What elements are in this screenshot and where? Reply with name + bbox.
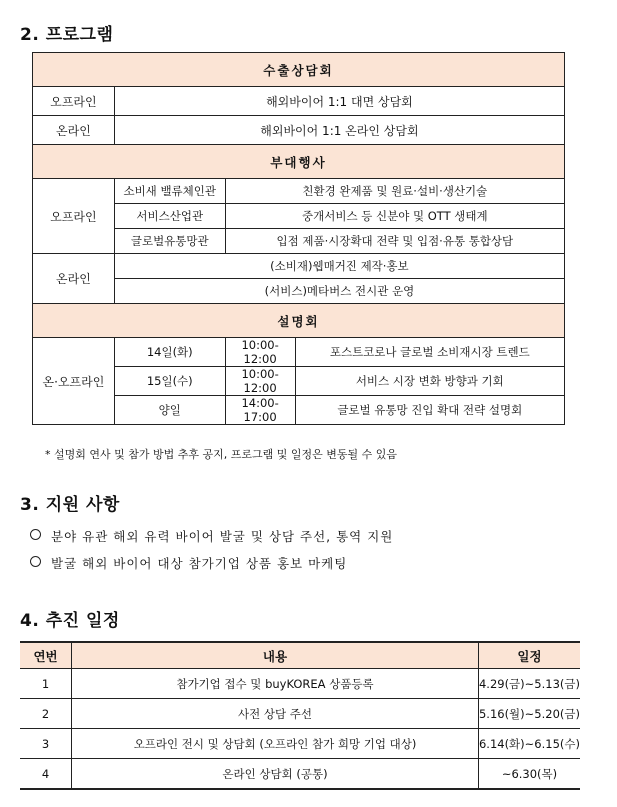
briefing-date: 14일(화) — [114, 338, 225, 367]
schedule-content: 사전 상담 주선 — [72, 699, 479, 729]
section-2-title: 2. 프로그램 — [20, 25, 114, 45]
schedule-header-no: 연번 — [20, 642, 72, 669]
circle-bullet-icon — [30, 556, 41, 567]
table-row — [20, 729, 580, 759]
briefing-content: 포스트코로나 글로벌 소비재시장 트렌드 — [295, 338, 564, 367]
schedule-date: 4.29(금)~5.13(금) — [478, 669, 580, 699]
export-row-type: 오프라인 — [33, 87, 115, 116]
briefing-date: 양일 — [114, 396, 225, 425]
schedule-content: 온라인 상담회 (공통) — [72, 759, 479, 790]
schedule-no: 1 — [20, 669, 72, 699]
export-row-content: 해외바이어 1:1 대면 상담회 — [114, 87, 564, 116]
briefing-label: 온·오프라인 — [33, 338, 115, 425]
pavilion-name: 글로벌유통망관 — [114, 229, 225, 254]
export-row-content: 해외바이어 1:1 온라인 상담회 — [114, 116, 564, 145]
export-consultation-header: 수출상담회 — [33, 53, 565, 87]
program-table — [32, 52, 565, 425]
briefing-time: 10:00-12:00 — [225, 338, 295, 367]
schedule-content: 오프라인 전시 및 상담회 (오프라인 참가 희망 기업 대상) — [72, 729, 479, 759]
schedule-content: 참가기업 접수 및 buyKOREA 상품등록 — [72, 669, 479, 699]
pavilion-name: 소비새 밸류체인관 — [114, 179, 225, 204]
briefing-time: 14:00-17:00 — [225, 396, 295, 425]
briefing-header: 설명회 — [33, 304, 565, 338]
schedule-date: ~6.30(목) — [478, 759, 580, 790]
schedule-no: 3 — [20, 729, 72, 759]
schedule-header-content: 내용 — [72, 642, 479, 669]
schedule-date: 5.16(월)~5.20(금) — [478, 699, 580, 729]
support-item-text: 분야 유관 해외 유력 바이어 발굴 및 상담 주선, 통역 지원 — [51, 529, 394, 544]
pavilion-content: 중개서비스 등 신분야 및 OTT 생태계 — [225, 204, 564, 229]
side-offline-label: 오프라인 — [33, 179, 115, 254]
support-item — [30, 554, 347, 572]
pavilion-name: 서비스산업관 — [114, 204, 225, 229]
table-row — [20, 669, 580, 699]
table-row — [20, 759, 580, 790]
schedule-table — [20, 641, 580, 790]
briefing-time: 10:00-12:00 — [225, 367, 295, 396]
briefing-content: 글로벌 유통망 진입 확대 전략 설명회 — [295, 396, 564, 425]
side-online-label: 온라인 — [33, 254, 115, 304]
support-item — [30, 527, 393, 545]
circle-bullet-icon — [30, 529, 41, 540]
side-events-header: 부대행사 — [33, 145, 565, 179]
briefing-date: 15일(수) — [114, 367, 225, 396]
pavilion-content: 친환경 완제품 및 원료·설비·생산기술 — [225, 179, 564, 204]
schedule-header-date: 일정 — [478, 642, 580, 669]
online-event: (서비스)메타버스 전시관 운영 — [114, 279, 564, 304]
program-note: * 설명회 연사 및 참가 방법 추후 공지, 프로그램 및 일정은 변동될 수 있음 — [45, 448, 397, 461]
section-4-title: 4. 추진 일정 — [20, 611, 120, 631]
pavilion-content: 입점 제품·시장확대 전략 및 입점·유통 통합상담 — [225, 229, 564, 254]
online-event: (소비재)웹매거진 제작·홍보 — [114, 254, 564, 279]
schedule-no: 2 — [20, 699, 72, 729]
section-3-title: 3. 지원 사항 — [20, 495, 120, 515]
schedule-no: 4 — [20, 759, 72, 790]
support-item-text: 발굴 해외 바이어 대상 참가기업 상품 홍보 마케팅 — [51, 556, 348, 571]
schedule-date: 6.14(화)~6.15(수) — [478, 729, 580, 759]
table-row — [20, 699, 580, 729]
export-row-type: 온라인 — [33, 116, 115, 145]
briefing-content: 서비스 시장 변화 방향과 기회 — [295, 367, 564, 396]
